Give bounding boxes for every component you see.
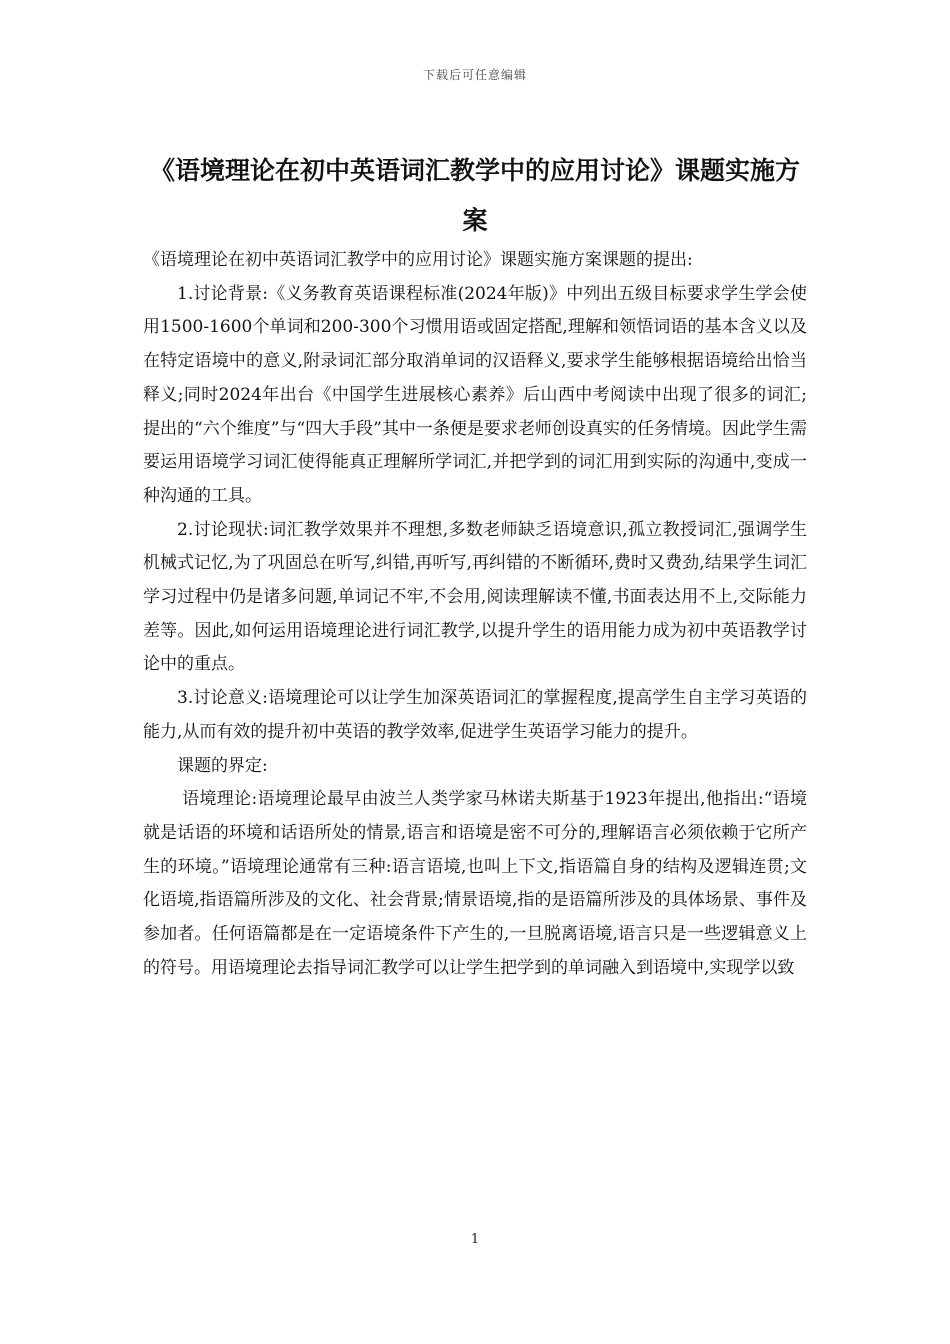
background-paragraph: 1.讨论背景:《义务教育英语课程标准(2024年版)》中列出五级目标要求学生学会使用1500-1600个单词和200-300个习惯用语或固定搭配,理解和领悟词语的基本含义以及在特定语境中的意义,附录词汇部分取消单词的汉语释义,要求学生能够根据语境给出恰当释义;同时2024年出台《中国学生进展核心素养》后山西中考阅读中出现了很多的词汇;提出的“六个维度”与“四大手段”其中一条便是要求老师创设真实的任务情境。因此学生需要运用语境学习词汇使得能真正理解所学词汇,并把学到的词汇用到实际的沟通中,变成一种沟通的工具。: [143, 283, 807, 506]
document-title: 《语境理论在初中英语词汇教学中的应用讨论》课题实施方案: [149, 156, 800, 235]
document-body: [143, 244, 807, 985]
definition-heading: 课题的界定:: [177, 755, 268, 776]
significance-paragraph: 3.讨论意义:语境理论可以让学生加深英语词汇的掌握程度,提高学生自主学习英语的能力,从而有效的提升初中英语的教学效率,促进学生英语学习能力的提升。: [143, 688, 807, 742]
status-paragraph: 2.讨论现状:词汇教学效果并不理想,多数老师缺乏语境意识,孤立教授词汇,强调学生机械式记忆,为了巩固总在听写,纠错,再听写,再纠错的不断循环,费时又费劲,结果学生词汇学习过程中仍是诸多问题,单词记不牢,不会用,阅读理解读不懂,书面表达用不上,交际能力差等。因此,如何运用语境理论进行词汇教学,以提升学生的语用能力成为初中英语教学讨论中的重点。: [143, 519, 807, 675]
intro-paragraph: 《语境理论在初中英语词汇教学中的应用讨论》课题实施方案课题的提出:: [143, 250, 693, 270]
context-theory-paragraph: 语境理论:语境理论最早由波兰人类学家马林诺夫斯基于1923年提出,他指出:“语境就是话语的环境和话语所处的情景,语言和语境是密不可分的,理解语言必须依赖于它所产生的环境。”语境理论通常有三种:语言语境,也叫上下文,指语篇自身的结构及逻辑连贯;文化语境,指语篇所涉及的文化、社会背景;情景语境,指的是语篇所涉及的具体场景、事件及参加者。任何语篇都是在一定语境条件下产生的,一旦脱离语境,语言只是一些逻辑意义上的符号。用语境理论去指导词汇教学可以让学生把学到的单词融入到语境中,实现学以致: [143, 789, 807, 978]
page-header: 下载后可任意编辑: [422, 68, 527, 82]
page-number: 1: [470, 1232, 480, 1247]
